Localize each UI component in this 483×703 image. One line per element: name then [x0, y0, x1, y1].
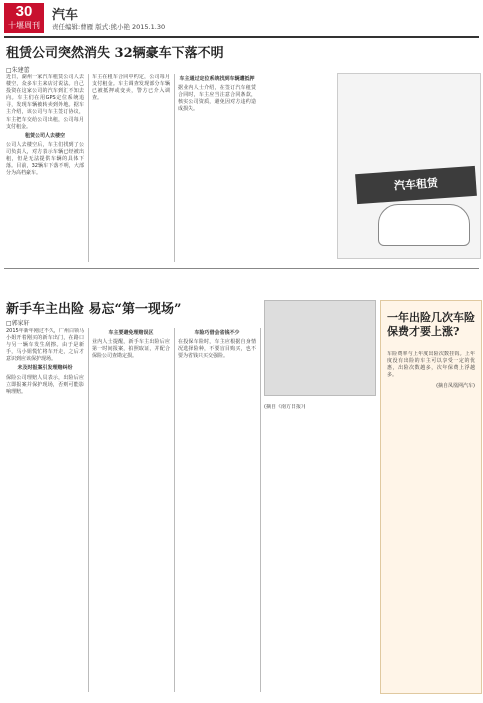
article2-col2-text: 保险公司理赔人员表示，出险后应立即报案并保护现场，否则可能影响理赔。 [6, 374, 84, 395]
article1-subhead-1: 租赁公司人去楼空 [24, 132, 65, 139]
article2-byline: □郭家轩 [6, 320, 30, 327]
article2-source: (摘自《南方日报》) [264, 404, 306, 410]
article2-subhead-2: 车主要避免理赔误区 [108, 330, 154, 336]
article2-col4-text: 在投保车险时，车主应根据自身情况选择险种，不要盲目购买，也不要为省钱只买交强险。 [178, 339, 256, 360]
article1-column-3 [178, 74, 256, 262]
column-divider [88, 74, 89, 262]
sidebar-headline: 一年出险几次车险保费才要上涨? [387, 311, 475, 338]
article1-headline: 租赁公司突然消失 32辆豪车下落不明 [6, 46, 224, 61]
column-divider [174, 74, 175, 262]
article2-col3-text: 业内人士提醒，新手车主出险后应第一时间报案，拍照取证，并配合保险公司查勘定损。 [92, 339, 170, 360]
section-divider [4, 268, 479, 269]
column-divider [174, 328, 175, 692]
sidebar-box [380, 300, 482, 694]
column-divider [88, 328, 89, 692]
rental-sign: 汽车租赁 [355, 166, 477, 204]
article2-headline: 新手车主出险 易忘“第一现场” [6, 302, 182, 317]
article2-subhead-3: 车险巧借会省钱不少 [194, 330, 240, 336]
article1-col3-text: 车主在租车合同中约定，公司每月支付租金。车主调查发现部分车辆已被抵押或变卖，警方已介入调查。 [92, 74, 170, 102]
article2-photo [264, 300, 376, 396]
article2-column-3 [178, 328, 256, 692]
article1-col1-text: 近日，湖州一家汽车租赁公司人去楼空，众多车主来店讨说法。自己投资在这家公司的汽车到汇不知去向。车主们在用GPS定位系统追寻，发现车辆被转卖到外地。据车主介绍，该公司与车主签订协议，车主把车交给公司出租，公司每月支付租金。 [6, 74, 84, 130]
page-name: 十堰周刊 [8, 21, 40, 30]
article2-column-4 [264, 404, 374, 692]
column-divider [260, 328, 261, 692]
page-badge [4, 3, 44, 33]
page-header [0, 0, 483, 40]
header-rule [4, 36, 479, 38]
article2-col1-text: 2015年新年刚过不久，广州白领马小姐开着刚买的新车出门，在路口与另一辆车发生刮擦。由于是新手，马小姐慌忙将车开走，之后才意识到应该保护现场。 [6, 328, 84, 363]
sidebar-body-text: 车险费率与上年度出险次数挂钩。上年度没有出险的车主可以享受一定的优惠，出险次数越多，次年保费上浮越多。 [387, 351, 475, 379]
section-title: 汽车 [52, 8, 79, 23]
article2-column-2 [92, 328, 170, 692]
article1-column-1 [6, 74, 84, 262]
sidebar-source: (摘自凤凰网汽车) [436, 383, 475, 390]
sidebar-body [387, 351, 475, 671]
article1-illustration [337, 73, 481, 259]
article1-col4-text: 据业内人士介绍，在签订汽车租赁合同时，车主应当注意合同条款，核实公司资质，避免因对方违约造成损失。 [178, 85, 256, 113]
editor-meta: 责任编辑:曹雁 版式:熊小艳 2015.1.30 [52, 23, 166, 31]
car-drawing-icon [378, 204, 470, 246]
page-number: 30 [15, 3, 33, 20]
article1-column-2 [92, 74, 170, 262]
article1-subhead-2: 车主通过定位系统找到车辆遭抵押 [179, 76, 255, 82]
article2-column-1 [6, 328, 84, 692]
article1-byline: □朱建蕾 [6, 67, 30, 74]
article1-col2-text: 公司人去楼空后，车主们找到了公司负责人，对方表示车辆已经被出租，但是无法提供车辆的具体下落。目前，32辆车下落不明，大部分为高档豪车。 [6, 141, 84, 177]
article2-subhead-1: 未及时报案引发理赔纠纷 [17, 365, 73, 372]
